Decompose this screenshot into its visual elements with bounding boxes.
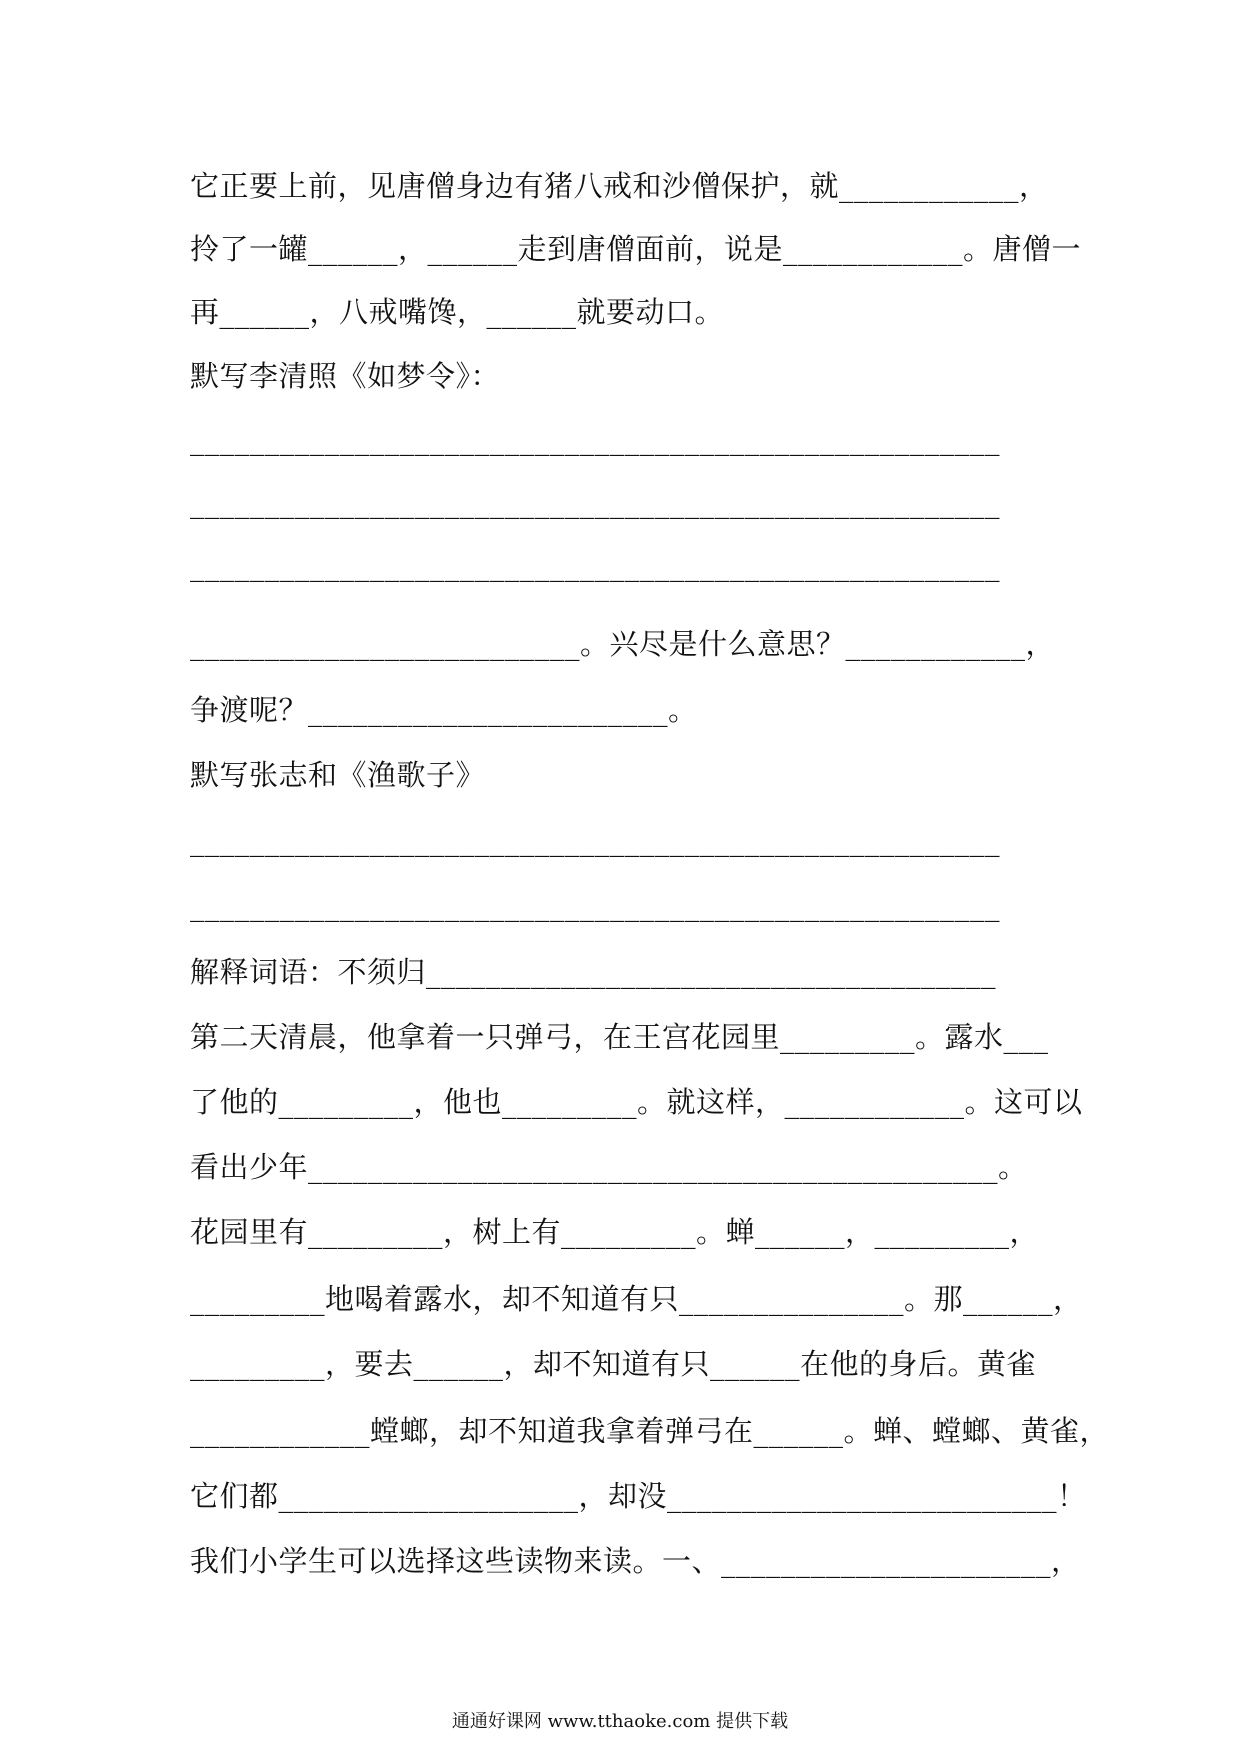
blank-line-4: ______________________________________________________ [190,823,1000,857]
blank-line-3: ______________________________________________________ [190,548,1000,582]
text-line-14: 了他的_________，他也_________。就这样，____________。这可以 [190,1085,1083,1119]
blank-line-1: ______________________________________________________ [190,422,1000,456]
blank-line-2: ______________________________________________________ [190,485,1000,519]
text-line-1: 它正要上前，见唐僧身边有猪八戒和沙僧保护，就____________， [190,169,1049,203]
text-line-xingjin: __________________________。兴尽是什么意思？____________， [190,627,1056,661]
text-line-2: 拎了一罐______，______走到唐僧面前，说是____________。唐僧一 [190,232,1082,266]
text-line-jieshi: 解释词语：不须归______________________________________ [190,955,997,989]
text-line-21: 我们小学生可以选择这些读物来读。一、______________________， [190,1544,1081,1578]
text-line-18: _________，要去______，却不知道有只______在他的身后。黄雀 [190,1347,1037,1381]
blank-line-5: ______________________________________________________ [190,888,1000,922]
text-line-16: 花园里有_________，树上有_________。蝉______，_________， [190,1215,1040,1249]
text-line-17: _________地喝着露水，却不知道有只_______________。那______， [190,1282,1083,1316]
section-heading-rumengling: 默写李清照《如梦令》： [190,359,501,393]
section-heading-yugezi: 默写张志和《渔歌子》 [190,758,486,792]
text-line-13: 第二天清晨，他拿着一只弹弓，在王宫花园里_________。露水___ [190,1020,1049,1054]
text-line-zhengdu: 争渡呢？________________________。 [190,693,698,727]
page-footer: 通通好课网 www.tthaoke.com 提供下载 [451,1711,789,1732]
text-line-15: 看出少年______________________________________________。 [190,1150,1028,1184]
text-line-3: 再______，八戒嘴馋，______就要动口。 [190,295,725,329]
text-line-19: ____________螳螂，却不知道我拿着弹弓在______。蝉、螳螂、黄雀， [190,1414,1110,1448]
text-line-20: 它们都____________________，却没__________________________！ [190,1479,1087,1513]
